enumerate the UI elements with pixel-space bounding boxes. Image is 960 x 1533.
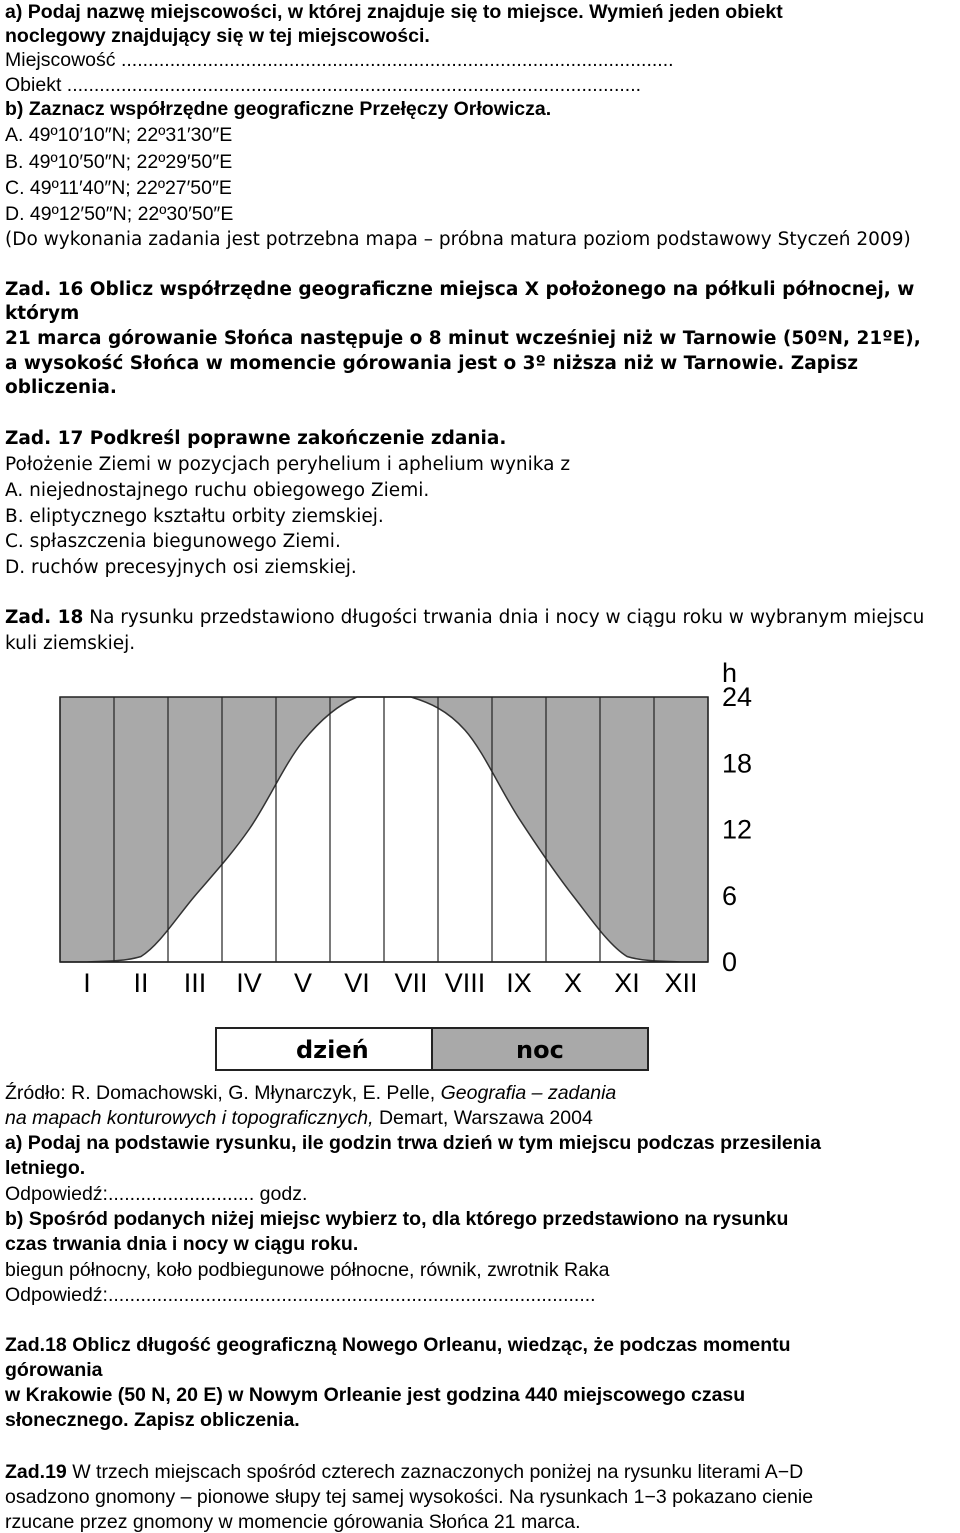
zad17-title: Zad. 17 Podkreśl poprawne zakończenie zdania. bbox=[5, 428, 507, 449]
zad16-line3: 21 marca górowanie Słońca następuje o 8 minut wcześniej niż w Tarnowie (50ºN, 21ºE), bbox=[5, 328, 921, 349]
zad18b-line4: słonecznego. Zapisz obliczenia. bbox=[5, 1409, 300, 1431]
x-tick-label: VII bbox=[394, 968, 428, 998]
zad18b-line3: w Krakowie (50 N, 20 E) w Nowym Orleanie jest godzina 440 miejscowego czasu bbox=[5, 1384, 746, 1406]
y-axis-label: h bbox=[722, 658, 738, 688]
zad18-a-line2: letniego. bbox=[5, 1157, 86, 1179]
legend-label-night: noc bbox=[516, 1036, 564, 1064]
legend-label-day: dzień bbox=[296, 1036, 369, 1064]
source-publisher: Demart, Warszawa 2004 bbox=[373, 1107, 593, 1129]
zad18b-line2: górowania bbox=[5, 1359, 103, 1381]
y-tick-label: 18 bbox=[722, 748, 753, 779]
y-axis-ticks bbox=[722, 682, 752, 977]
y-tick-label: 24 bbox=[722, 682, 753, 712]
zad19-line1 bbox=[5, 1461, 803, 1483]
x-tick-label: II bbox=[133, 968, 149, 998]
x-axis-ticks bbox=[83, 968, 697, 998]
y-tick-label: 6 bbox=[722, 880, 738, 911]
zad18-label: Zad. 18 bbox=[5, 607, 84, 628]
option-c: C. 49º11′40″N; 22º27′50″E bbox=[5, 177, 232, 199]
zad19-label: Zad.19 bbox=[5, 1461, 67, 1483]
zad18b-line1: Zad.18 Oblicz długość geograficzną Nowego Orleanu, wiedząc, że podczas momentu bbox=[5, 1334, 791, 1356]
source-title-cont: na mapach konturowych i topograficznych, bbox=[5, 1107, 374, 1129]
question-b: b) Zaznacz współrzędne geograficzne Przełęczy Orłowicza. bbox=[5, 98, 552, 120]
y-tick-label: 12 bbox=[722, 814, 753, 845]
x-tick-label: III bbox=[183, 968, 207, 998]
x-tick-label: IX bbox=[506, 968, 532, 998]
x-tick-label: V bbox=[293, 968, 313, 998]
x-tick-label: X bbox=[563, 968, 583, 998]
zad18-intro-line1 bbox=[5, 607, 924, 629]
x-tick-label: IV bbox=[236, 968, 262, 998]
x-tick-label: VIII bbox=[444, 968, 486, 998]
zad18-b-places: biegun północny, koło podbiegunowe północne, równik, zwrotnik Raka bbox=[5, 1259, 610, 1281]
zad18-b-answer: Odpowiedź:.......................................................................................... bbox=[5, 1284, 596, 1306]
zad16-line4: a wysokość Słońca w momencie górowania jest o 3º niższa niż w Tarnowie. Zapisz bbox=[5, 353, 859, 374]
day-night-chart bbox=[0, 655, 960, 1075]
zad17-option-b: B. eliptycznego kształtu orbity ziemskiej. bbox=[5, 506, 384, 527]
place-answer-field: Miejscowość ...................................................................................................... bbox=[5, 49, 674, 71]
x-tick-label: I bbox=[83, 968, 91, 998]
zad16-line5: obliczenia. bbox=[5, 377, 117, 398]
source-title: Geografia – zadania bbox=[440, 1082, 617, 1104]
zad16-line2: którym bbox=[5, 303, 80, 324]
x-tick-label: XII bbox=[664, 968, 698, 998]
object-answer-field: Obiekt .......................................................................................................... bbox=[5, 74, 642, 96]
y-tick-label: 0 bbox=[722, 947, 738, 977]
zad18-a-answer: Odpowiedź:........................... godz. bbox=[5, 1183, 308, 1205]
question-a-line2: noclegowy znajdujący się w tej miejscowości. bbox=[5, 25, 430, 47]
zad17-option-a: A. niejednostajnego ruchu obiegowego Ziemi. bbox=[5, 480, 430, 501]
zad19-text: W trzech miejscach spośród czterech zaznaczonych poniżej na rysunku literami A−D bbox=[66, 1461, 804, 1483]
chart-plot bbox=[60, 697, 708, 962]
option-b: B. 49º10′50″N; 22º29′50″E bbox=[5, 151, 233, 173]
zad16-line1: Zad. 16 Oblicz współrzędne geograficzne miejsca X położonego na półkuli północnej, w bbox=[5, 279, 915, 300]
map-note: (Do wykonania zadania jest potrzebna mapa – próbna matura poziom podstawowy Styczeń 2009) bbox=[5, 229, 911, 250]
chart-legend bbox=[216, 1028, 648, 1070]
option-d: D. 49º12′50″N; 22º30′50″E bbox=[5, 203, 234, 225]
source-line2 bbox=[5, 1107, 593, 1129]
zad17-stem: Położenie Ziemi w pozycjach peryhelium i aphelium wynika z bbox=[5, 454, 571, 475]
zad18-intro-line2: kuli ziemskiej. bbox=[5, 633, 136, 654]
x-tick-label: XI bbox=[614, 968, 640, 998]
zad18-b-line1: b) Spośród podanych niżej miejsc wybierz to, dla którego przedstawiono na rysunku bbox=[5, 1208, 789, 1230]
source-line1 bbox=[5, 1082, 616, 1104]
zad17-option-c: C. spłaszczenia biegunowego Ziemi. bbox=[5, 531, 341, 552]
zad18-a-line1: a) Podaj na podstawie rysunku, ile godzin trwa dzień w tym miejscu podczas przesilenia bbox=[5, 1132, 821, 1154]
zad19-line2: osadzono gnomony – pionowe słupy tej samej wysokości. Na rysunkach 1−3 pokazano cienie bbox=[5, 1486, 814, 1508]
source-authors: Źródło: R. Domachowski, G. Młynarczyk, E. Pelle, bbox=[5, 1082, 441, 1104]
zad18-intro-text: Na rysunku przedstawiono długości trwania dnia i nocy w ciągu roku w wybranym miejscu bbox=[83, 607, 925, 628]
x-tick-label: VI bbox=[344, 968, 370, 998]
option-a: A. 49º10′10″N; 22º31′30″E bbox=[5, 124, 233, 146]
question-a-line1: a) Podaj nazwę miejscowości, w której znajduje się to miejsce. Wymień jeden obiekt bbox=[5, 1, 783, 23]
zad19-line3: rzucane przez gnomony w momencie górowania Słońca 21 marca. bbox=[5, 1511, 581, 1533]
zad17-option-d: D. ruchów precesyjnych osi ziemskiej. bbox=[5, 557, 357, 578]
zad18-b-line2: czas trwania dnia i nocy w ciągu roku. bbox=[5, 1233, 359, 1255]
